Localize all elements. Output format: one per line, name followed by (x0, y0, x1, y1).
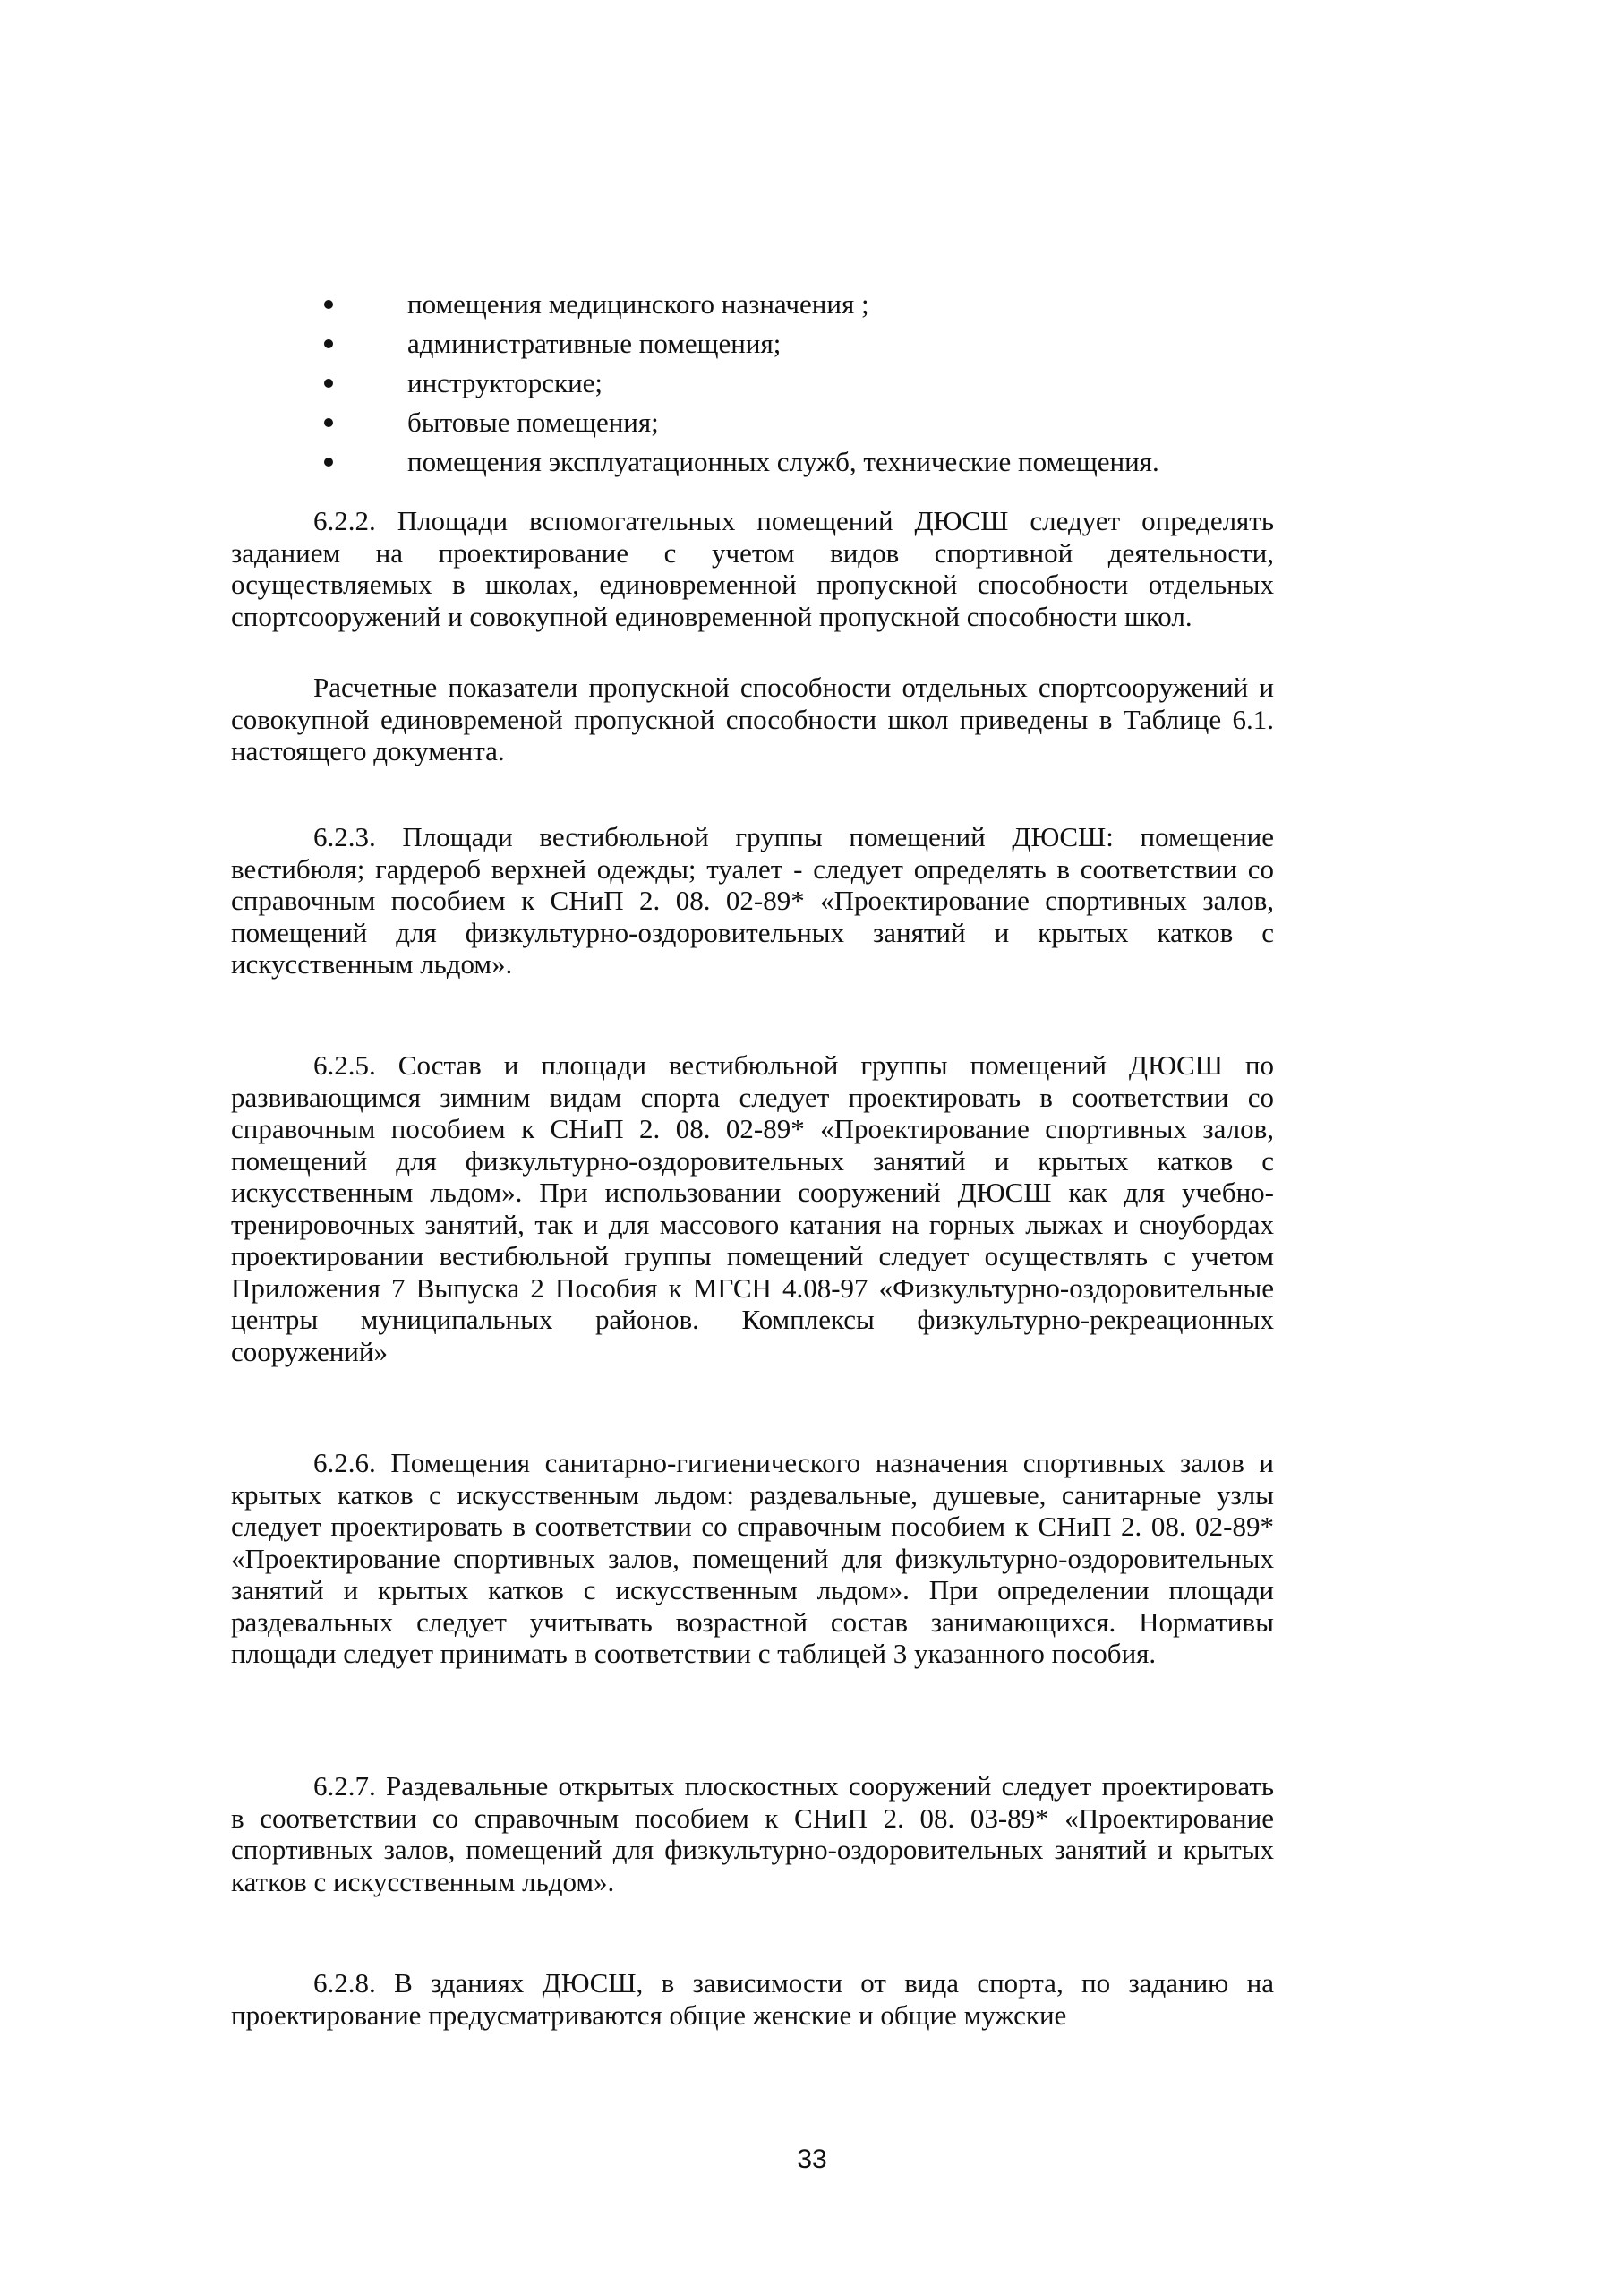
bullet-icon (324, 418, 333, 427)
paragraph-capacity-indicators: Расчетные показатели пропускной способности отдельных спортсооружений и совокупной единовременой пропускной способности школ приведены в Таблице 6.1. настоящего документа. (231, 672, 1274, 766)
paragraph-6-2-5: 6.2.5. Состав и площади вестибюльной группы помещений ДЮСШ по развивающимся зимним видам спорта следует проектировать в соответствии со справочным пособием к СНиП 2. 08. 02-89* «Проектирование спортивных залов, помещений для физкультурно-оздоровительных занятий и крытых катков с искусственным льдом». При использовании сооружений ДЮСШ как для учебно-тренировочных занятий, так и для массового катания на горных лыжах и сноубордах проектировании вестибюльной группы помещений следует осуществлять с учетом Приложения 7 Выпуска 2 Пособия к МГСН 4.08-97 «Физкультурно-оздоровительные центры муниципальных районов. Комплексы физкультурно-рекреационных сооружений» (231, 1049, 1274, 1367)
list-item (309, 285, 1294, 324)
paragraph-6-2-7: 6.2.7. Раздевальные открытых плоскостных сооружений следует проектировать в соответствии со справочным пособием к СНиП 2. 08. 03-89* «Проектирование спортивных залов, помещений для физкультурно-оздоровительных занятий и крытых катков с искусственным льдом». (231, 1770, 1274, 1897)
paragraph-6-2-8: 6.2.8. В зданиях ДЮСШ, в зависимости от вида спорта, по заданию на проектирование предусматриваются общие женские и общие мужские (231, 1967, 1274, 2031)
list-item-text: административные помещения; (407, 328, 782, 359)
list-item (309, 403, 1294, 442)
paragraph-6-2-6: 6.2.6. Помещения санитарно-гигиенического назначения спортивных залов и крытых катков с искусственным льдом: раздевальные, душевые, санитарные узлы следует проектировать в соответствии со справочным пособием к СНиП 2. 08. 02-89* «Проектирование спортивных залов, помещений для физкультурно-оздоровительных занятий и крытых катков с искусственным льдом». При определении площади раздевальных следует учитывать возрастной состав занимающихся. Нормативы площади следует принимать в соответствии с таблицей 3 указанного пособия. (231, 1447, 1274, 1669)
list-item-text: помещения эксплуатационных служб, технические помещения. (407, 446, 1159, 477)
page-number: 33 (797, 2144, 827, 2174)
room-types-list (309, 285, 1294, 482)
list-item (309, 324, 1294, 364)
bullet-icon (324, 379, 333, 388)
paragraph-6-2-3: 6.2.3. Площади вестибюльной группы помещений ДЮСШ: помещение вестибюля; гардероб верхней одежды; туалет - следует определять в соответствии со справочным пособием к СНиП 2. 08. 02-89* «Проектирование спортивных залов, помещений для физкультурно-оздоровительных занятий и крытых катков с искусственным льдом». (231, 821, 1274, 980)
list-item-text: бытовые помещения; (407, 407, 659, 438)
list-item (309, 442, 1294, 482)
bullet-icon (324, 300, 333, 309)
bullet-icon (324, 339, 333, 348)
paragraph-6-2-2: 6.2.2. Площади вспомогательных помещений ДЮСШ следует определять заданием на проектирование с учетом видов спортивной деятельности, осуществляемых в школах, единовременной пропускной способности отдельных спортсооружений и совокупной единовременной пропускной способности школ. (231, 505, 1274, 632)
list-item-text: инструкторские; (407, 367, 603, 398)
list-item-text: помещения медицинского назначения ; (407, 288, 869, 320)
list-item (309, 364, 1294, 403)
bullet-icon (324, 458, 333, 467)
